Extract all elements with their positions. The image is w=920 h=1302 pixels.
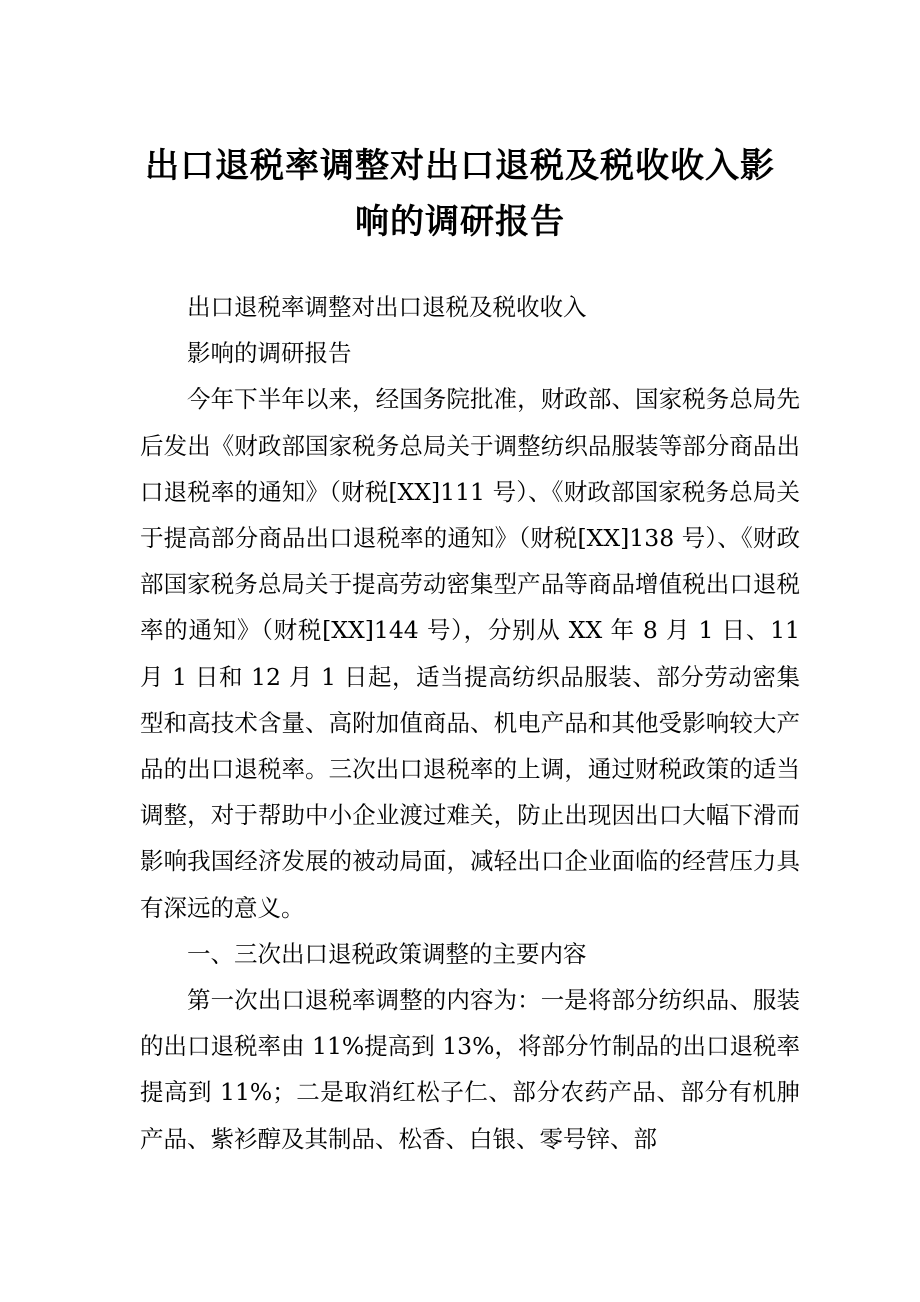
subtitle-line-2: 影响的调研报告 bbox=[187, 339, 352, 368]
paragraph-first-adjustment: 第一次出口退税率调整的内容为：一是将部分纺织品、服装的出口退税率由 11%提高到 13%，将部分竹制品的出口退税率提高到 11%；二是取消红松子仁、部分农药产品、部分有机胂产品、紫衫醇及其制品、松香、白银、零号锌、部 bbox=[140, 986, 800, 1153]
subtitle-line-1: 出口退税率调整对出口退税及税收收入 bbox=[187, 293, 587, 321]
section-heading-1: 一、三次出口退税政策调整的主要内容 bbox=[187, 939, 587, 968]
document-body bbox=[140, 284, 800, 1162]
document-title-line-1: 出口退税率调整对出口退税及税收收入影 bbox=[145, 146, 775, 186]
document-title-line-2: 响的调研报告 bbox=[355, 202, 565, 242]
paragraph-intro: 今年下半年以来，经国务院批准，财政部、国家税务总局先后发出《财政部国家税务总局关于调整纺织品服装等部分商品出口退税率的通知》（财税[XX]111 号）、《财政部国家税务总局关于提高部分商品出口退税率的通知》（财税[XX]138 号）、《财政部国家税务总局关于提高劳动密集型产品等商品增值税出口退税率的通知》（财税[XX]144 号），分别从 XX 年 8 月 1 日、11 月 1 日和 12 月 1 日起，适当提高纺织品服装、部分劳动密集型和高技术含量、高附加值商品、机电产品和其他受影响较大产品的出口退税率。三次出口退税率的上调，通过财税政策的适当调整，对于帮助中小企业渡过难关，防止出现因出口大幅下滑而影响我国经济发展的被动局面，减轻出口企业面临的经营压力具有深远的意义。 bbox=[140, 385, 800, 922]
